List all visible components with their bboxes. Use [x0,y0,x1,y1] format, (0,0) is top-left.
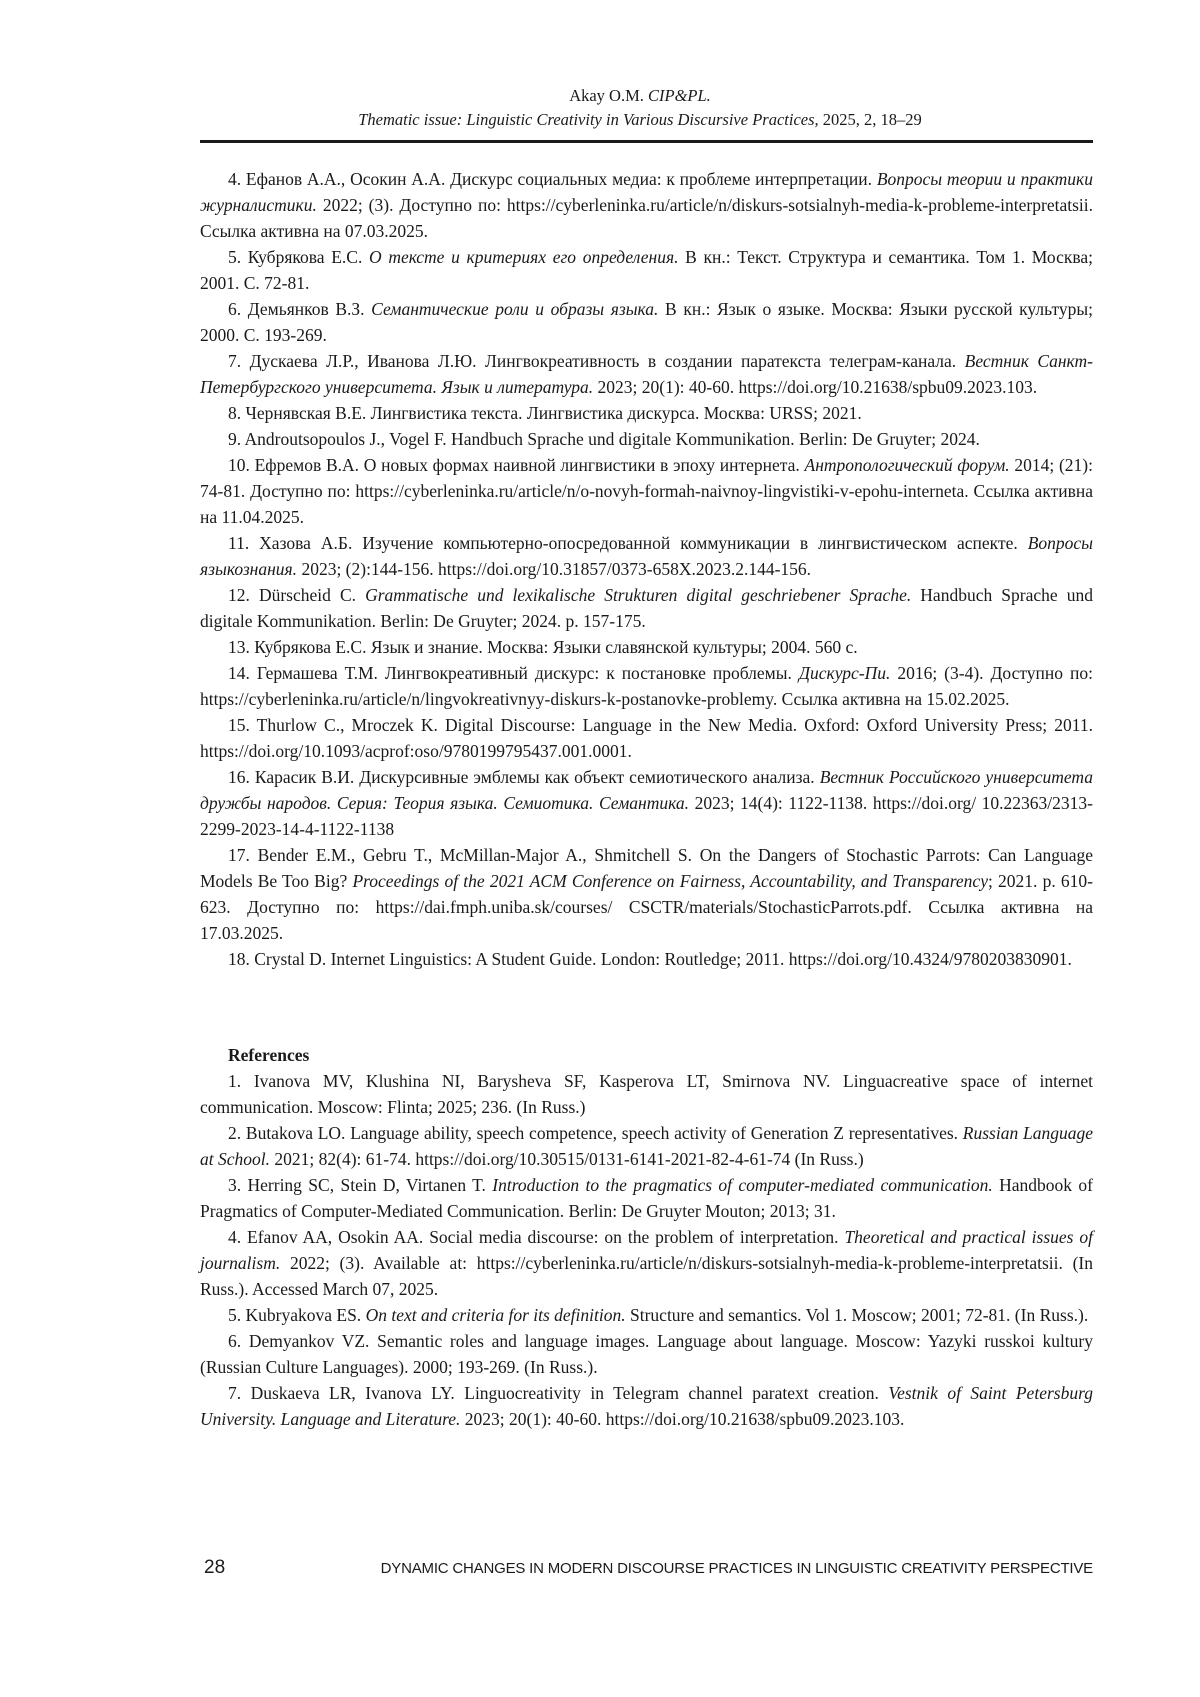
reference-italic-text: Vestnik of Saint Petersburg University. Language and Literature. [200,1383,1093,1429]
reference-item [200,1380,1093,1432]
reference-italic-text: Семантические роли и образы языка. [371,299,659,319]
reference-item [200,634,1093,660]
references-heading: References [228,1045,310,1065]
reference-before-text: 9. Androutsopoulos J., Vogel F. Handbuch Sprache und digitale Kommunikation. Berlin: De Gruyter; 2024. [228,429,980,449]
reference-after-text: ; 2021. p. 610-623. Доступно по: https://dai.fmph.uniba.sk/courses/ CSCTR/materials/StochasticParrots.pdf. Ссылка активна на 17.03.2025. [200,871,1093,943]
reference-after-text: 2023; 20(1): 40-60. https://doi.org/10.21638/spbu09.2023.103. [593,377,1038,397]
reference-item [200,660,1093,712]
reference-after-text: 2022; (3). Available at: https://cyberleninka.ru/article/n/diskurs-sotsialnyh-media-k-probleme-interpretatsii. (In Russ.). Accessed March 07, 2025. [200,1253,1093,1299]
reference-after-text: 2023; 20(1): 40-60. https://doi.org/10.21638/spbu09.2023.103. [460,1409,905,1429]
reference-after-text: Structure and semantics. Vol 1. Moscow; 2001; 72-81. (In Russ.). [625,1305,1089,1325]
reference-before-text: 8. Чернявская В.Е. Лингвистика текста. Лингвистика дискурса. Москва: URSS; 2021. [228,403,862,423]
reference-before-text: 17. Bender E.M., Gebru T., McMillan-Major A., Shmitchell S. On the Dangers of Stochastic Parrots: Can Language Models Be Too Big? [200,845,1093,891]
reference-item [200,1172,1093,1224]
reference-item [200,946,1093,972]
reference-before-text: 5. Кубрякова Е.С. [228,247,370,267]
reference-after-text: 2016; (3-4). Доступно по: https://cyberleninka.ru/article/n/lingvokreativnyy-diskurs-k-postanovke-problemy. Ссылка активна на 15.02.2025. [200,663,1093,709]
reference-italic-text: О тексте и критериях его определения. [369,247,679,267]
reference-item [200,348,1093,400]
reference-before-text: 4. Ефанов А.А., Осокин А.А. Дискурс социальных медиа: к проблеме интерпретации. [228,169,877,189]
reference-italic-text: Вестник Российского университета дружбы народов. Серия: Теория языка. Семиотика. Семантика. [200,767,1094,813]
reference-item [200,400,1093,426]
reference-italic-text: Introduction to the pragmatics of computer-mediated communication. [492,1175,993,1195]
reference-before-text: 10. Ефремов В.А. О новых формах наивной лингвистики в эпоху интернета. [228,455,805,475]
reference-item [200,296,1093,348]
section-gap [200,972,1093,1042]
reference-before-text: 14. Гермашева Т.М. Лингвокреативный дискурс: к постановке проблемы. [228,663,799,683]
reference-before-text: 4. Efanov AA, Osokin AA. Social media discourse: on the problem of interpretation. [228,1227,845,1247]
reference-after-text: Handbook of Pragmatics of Computer-Mediated Communication. Berlin: De Gruyter Mouton; 2013; 31. [200,1175,1094,1221]
references-body [200,166,1093,1432]
reference-before-text: 2. Butakova LO. Language ability, speech competence, speech activity of Generation Z representatives. [228,1123,963,1143]
reference-after-text: 2014; (21): 74-81. Доступно по: https://cyberleninka.ru/article/n/o-novyh-formah-naivnoy-lingvistiki-v-epohu-interneta. Ссылка активна на 11.04.2025. [200,455,1093,527]
reference-item [200,842,1093,946]
reference-italic-text: Дискурс-Пи. [798,663,891,683]
reference-italic-text: Grammatische und lexikalische Strukturen digital geschriebener Sprache. [365,585,912,605]
reference-before-text: 6. Demyankov VZ. Semantic roles and language images. Language about language. Moscow: Yazyki russkoi kultury (Russian Culture Languages). 2000; 193-269. (In Russ.). [200,1331,1093,1377]
reference-before-text: 12. Dürscheid C. [228,585,366,605]
reference-item [200,1224,1093,1302]
reference-item [200,764,1093,842]
running-header [200,84,1080,132]
reference-before-text: 1. Ivanova MV, Klushina NI, Barysheva SF, Kasperova LT, Smirnova NV. Linguacreative space of internet communication. Moscow: Flinta; 2025; 236. (In Russ.) [200,1071,1093,1117]
reference-item [200,1328,1093,1380]
reference-italic-text: Proceedings of the 2021 ACM Conference on Fairness, Accountability, and Transparency [352,871,988,891]
header-line-1: Akay O.M. CIP&PL. [569,86,711,105]
english-reference-list [200,1068,1093,1432]
reference-italic-text: Вестник Санкт-Петербургского университета. Язык и литература. [200,351,1093,397]
reference-italic-text: Theoretical and practical issues of journalism. [200,1227,1094,1273]
reference-item [200,166,1093,244]
reference-after-text: В кн.: Текст. Структура и семантика. Том 1. Москва; 2001. С. 72-81. [200,247,1094,293]
reference-italic-text: Вопросы языкознания. [200,533,1093,579]
reference-item [200,452,1093,530]
reference-item [200,1120,1093,1172]
reference-item [200,530,1093,582]
reference-item [200,1302,1093,1328]
header-rule [200,140,1093,143]
reference-italic-text: Russian Language at School. [200,1123,1093,1169]
reference-before-text: 11. Хазова А.Б. Изучение компьютерно-опосредованной коммуникации в лингвистическом аспекте. [228,533,1028,553]
reference-before-text: 15. Thurlow C., Mroczek K. Digital Discourse: Language in the New Media. Oxford: Oxford University Press; 2011. https://doi.org/10.1093/acprof:oso/9780199795437.001.0001. [200,715,1093,761]
reference-before-text: 18. Crystal D. Internet Linguistics: A Student Guide. London: Routledge; 2011. https://doi.org/10.4324/9780203830901. [228,949,1072,969]
reference-item [200,582,1093,634]
reference-before-text: 5. Kubryakova ES. [228,1305,366,1325]
russian-reference-list [200,166,1093,972]
reference-item [200,712,1093,764]
reference-italic-text: On text and criteria for its definition. [365,1305,626,1325]
reference-before-text: 7. Дускаева Л.Р., Иванова Л.Ю. Лингвокреативность в создании паратекста телеграм-канала. [228,351,965,371]
reference-after-text: 2023; (2):144-156. https://doi.org/10.31857/0373-658X.2023.2.144-156. [297,559,812,579]
reference-after-text: 2021; 82(4): 61-74. https://doi.org/10.30515/0131-6141-2021-82-4-61-74 (In Russ.) [270,1149,864,1169]
reference-before-text: 13. Кубрякова Е.С. Язык и знание. Москва: Языки славянской культуры; 2004. 560 с. [228,637,858,657]
reference-italic-text: Антропологический форум. [804,455,1010,475]
reference-item [200,1068,1093,1120]
reference-after-text: 2022; (3). Доступно по: https://cyberleninka.ru/article/n/diskurs-sotsialnyh-media-k-probleme-interpretatsii. Ссылка активна на 07.03.2025. [200,195,1093,241]
reference-after-text: Handbuch Sprache und digitale Kommunikation. Berlin: De Gruyter; 2024. p. 157-175. [200,585,1093,631]
reference-after-text: В кн.: Язык о языке. Москва: Языки русской культуры; 2000. С. 193-269. [200,299,1093,345]
reference-before-text: 7. Duskaeva LR, Ivanova LY. Linguocreativity in Telegram channel paratext creation. [228,1383,889,1403]
reference-before-text: 16. Карасик В.И. Дискурсивные эмблемы как объект семиотического анализа. [228,767,820,787]
reference-after-text: 2023; 14(4): 1122-1138. https://doi.org/ 10.22363/2313-2299-2023-14-4-1122-1138 [200,793,1093,839]
page-number: 28 [204,1557,226,1578]
header-line-2: Thematic issue: Linguistic Creativity in Various Discursive Practices, 2025, 2, 18–29 [358,110,922,129]
reference-before-text: 6. Демьянков В.З. [228,299,372,319]
reference-before-text: 3. Herring SC, Stein D, Virtanen T. [228,1175,493,1195]
reference-italic-text: Вопросы теории и практики журналистики. [200,169,1093,215]
running-footer-title: DYNAMIC CHANGES IN MODERN DISCOURSE PRACTICES IN LINGUISTIC CREATIVITY PERSPECTIVE [380,1560,1093,1577]
reference-item [200,244,1093,296]
reference-item [200,426,1093,452]
